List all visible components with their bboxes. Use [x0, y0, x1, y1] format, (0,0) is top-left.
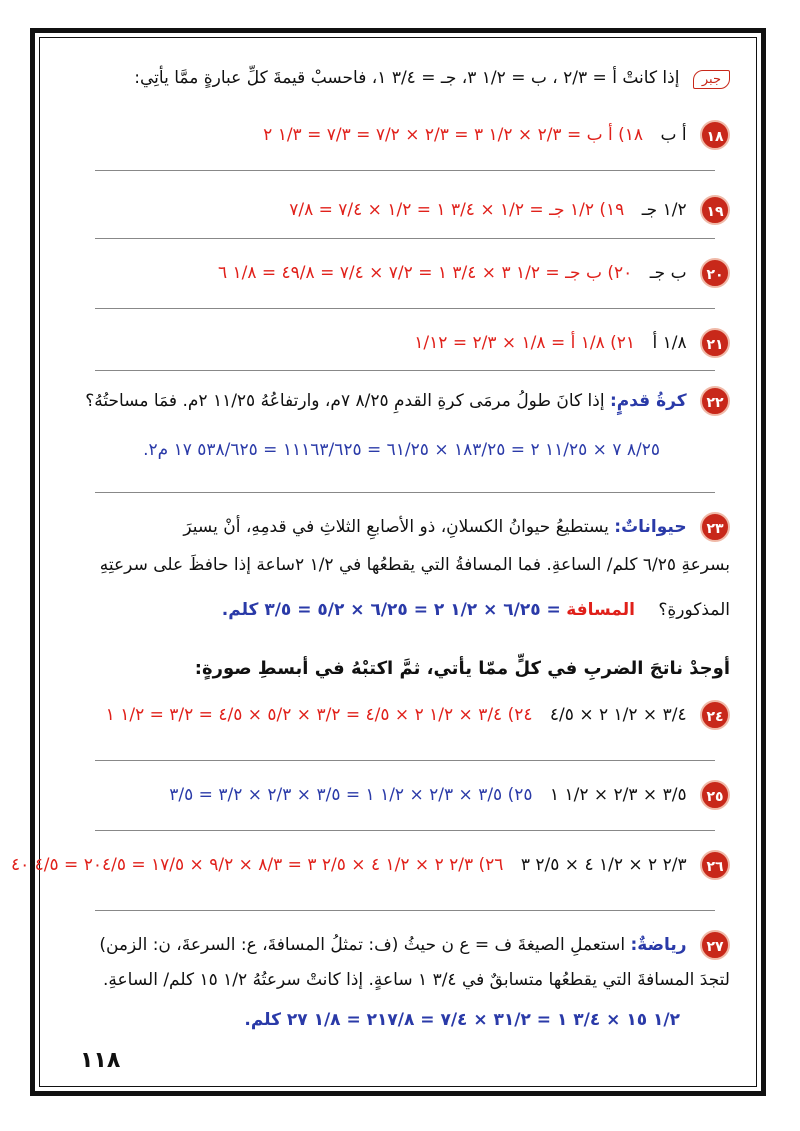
question-22-title: كرةُ قدمٍ:	[609, 391, 687, 411]
separator	[95, 370, 715, 371]
number-badge-25: ٢٥	[700, 780, 730, 810]
question-27	[99, 930, 730, 960]
instruction: أوجدْ ناتجَ الضربِ في كلٍّ ممّا يأتي، ثمَّ اكتبْهُ في أبسطِ صورةٍ:	[194, 658, 730, 679]
intro-line	[134, 68, 730, 89]
question-20	[218, 258, 730, 288]
question-18	[263, 120, 730, 150]
question-25	[169, 780, 730, 810]
answer-24: ٢٤) ٣/٤ × ١/٢ ٢ × ٤/٥ = ٣/٢ × ٥/٢ × ٤/٥ = ٣/٢ = ١/٢ ١	[105, 705, 533, 725]
number-badge-22: ٢٢	[700, 386, 730, 416]
intro-text: إذا كانتْ أ = ٢/٣ ، ب = ١/٢ ٣، جـ = ٣/٤ ١، فاحسبْ قيمةَ كلِّ عبارةٍ ممَّا يأتِي:	[134, 68, 680, 88]
answer-27: ١/٢ ١٥ × ٣/٤ ١ = ٣١/٢ × ٧/٤ = ٢١٧/٨ = ١/٨ ٢٧ كلم.	[244, 1010, 680, 1030]
answer-20: ٢٠) ب جـ = ١/٢ ٣ × ٣/٤ ١ = ٧/٢ × ٧/٤ = ٤٩/٨ = ١/٨ ٦	[217, 263, 633, 283]
number-badge-19: ١٩	[700, 195, 730, 225]
answer-22: ٨/٢٥ ٧ × ١١/٢٥ ٢ = ١٨٣/٢٥ × ٦١/٢٥ = ١١١٦٣/٦٢٥ = ٥٣٨/٦٢٥ ١٧ م٢.	[143, 440, 660, 460]
question-22	[85, 386, 730, 416]
separator	[95, 308, 715, 309]
question-26	[11, 850, 730, 880]
answer-23: = ٦/٢٥ × ١/٢ ٢ = ٦/٢٥ × ٥/٢ = ٣/٥ كلم.	[221, 600, 561, 620]
question-18-text: أ ب	[660, 125, 687, 145]
answer-23-label: المسافة	[566, 600, 635, 620]
question-23-line3	[222, 600, 730, 620]
question-26-text: ٢/٣ ٢ × ١/٢ ٤ × ٢/٥ ٣	[520, 855, 687, 875]
question-24-text: ٣/٤ × ١/٢ ٢ × ٤/٥	[549, 705, 687, 725]
answer-25: ٢٥) ٣/٥ × ٢/٣ × ١/٢ ١ = ٣/٥ × ٢/٣ × ٣/٢ = ٣/٥	[169, 785, 533, 805]
question-20-text: ب جـ	[649, 263, 687, 283]
number-badge-23: ٢٣	[700, 512, 730, 542]
question-21	[414, 328, 730, 358]
question-23-title: حيواناتٌ:	[614, 517, 687, 537]
separator	[95, 492, 715, 493]
question-23-line2: بسرعةِ ٦/٢٥ كلم/ الساعةِ. فما المسافةُ التي يقطعُها في ١/٢ ٢ساعة إذا حافظَ على سرعتِهِ	[99, 555, 730, 575]
answer-26: ٢٦) ٢/٣ ٢ × ١/٢ ٤ × ٢/٥ ٣ = ٨/٣ × ٩/٢ × ١٧/٥ = ٢٠٤/٥ = ٤/٥ ٤٠	[10, 855, 504, 875]
question-27-title: رياضةٌ:	[630, 935, 687, 955]
answer-19: ١٩) ١/٢ جـ = ١/٢ × ٣/٤ ١ = ١/٢ × ٧/٤ = ٧/٨	[289, 200, 625, 220]
question-25-text: ٣/٥ × ٢/٣ × ١/٢ ١	[549, 785, 687, 805]
question-24	[106, 700, 730, 730]
separator	[95, 170, 715, 171]
question-27-line2: لتجدَ المسافةَ التي يقطعُها متسابقٌ في ٣/٤ ١ ساعةٍ. إذا كانتْ سرعتُهُ ١/٢ ١٥ كلم/ الساعةِ.	[103, 970, 730, 990]
answer-18: ١٨) أ ب = ٢/٣ × ١/٢ ٣ = ٢/٣ × ٧/٢ = ٧/٣ = ١/٣ ٢	[263, 125, 644, 145]
topic-tag: جبر	[693, 70, 730, 89]
question-22-text: إذا كانَ طولُ مرمَى كرةِ القدمِ ٨/٢٥ ٧م، وارتفاعُهُ ١١/٢٥ ٢م. فمَا مساحتُهُ؟	[85, 391, 605, 411]
answer-21: ٢١) ١/٨ أ = ١/٨ × ٢/٣ = ١/١٢	[414, 333, 636, 353]
number-badge-18: ١٨	[700, 120, 730, 150]
question-19-text: ١/٢ جـ	[641, 200, 687, 220]
number-badge-24: ٢٤	[700, 700, 730, 730]
page-number: ١١٨	[80, 1048, 121, 1073]
separator	[95, 760, 715, 761]
separator	[95, 910, 715, 911]
question-23	[183, 512, 730, 542]
question-23-text3: المذكورةِ؟	[658, 600, 730, 620]
number-badge-27: ٢٧	[700, 930, 730, 960]
question-19	[289, 195, 730, 225]
number-badge-26: ٢٦	[700, 850, 730, 880]
number-badge-21: ٢١	[700, 328, 730, 358]
separator	[95, 238, 715, 239]
separator	[95, 830, 715, 831]
question-21-text: ١/٨ أ	[652, 333, 687, 353]
question-27-line1: استعملِ الصيغةَ ف = ع ن حيثُ (ف: تمثلُ المسافةَ، ع: السرعةَ، ن: الزمن)	[99, 935, 626, 955]
question-23-line1: يستطيعُ حيوانُ الكسلانِ، ذو الأصابعِ الثلاثِ في قدمِهِ، أنْ يسيرَ	[183, 517, 609, 537]
number-badge-20: ٢٠	[700, 258, 730, 288]
